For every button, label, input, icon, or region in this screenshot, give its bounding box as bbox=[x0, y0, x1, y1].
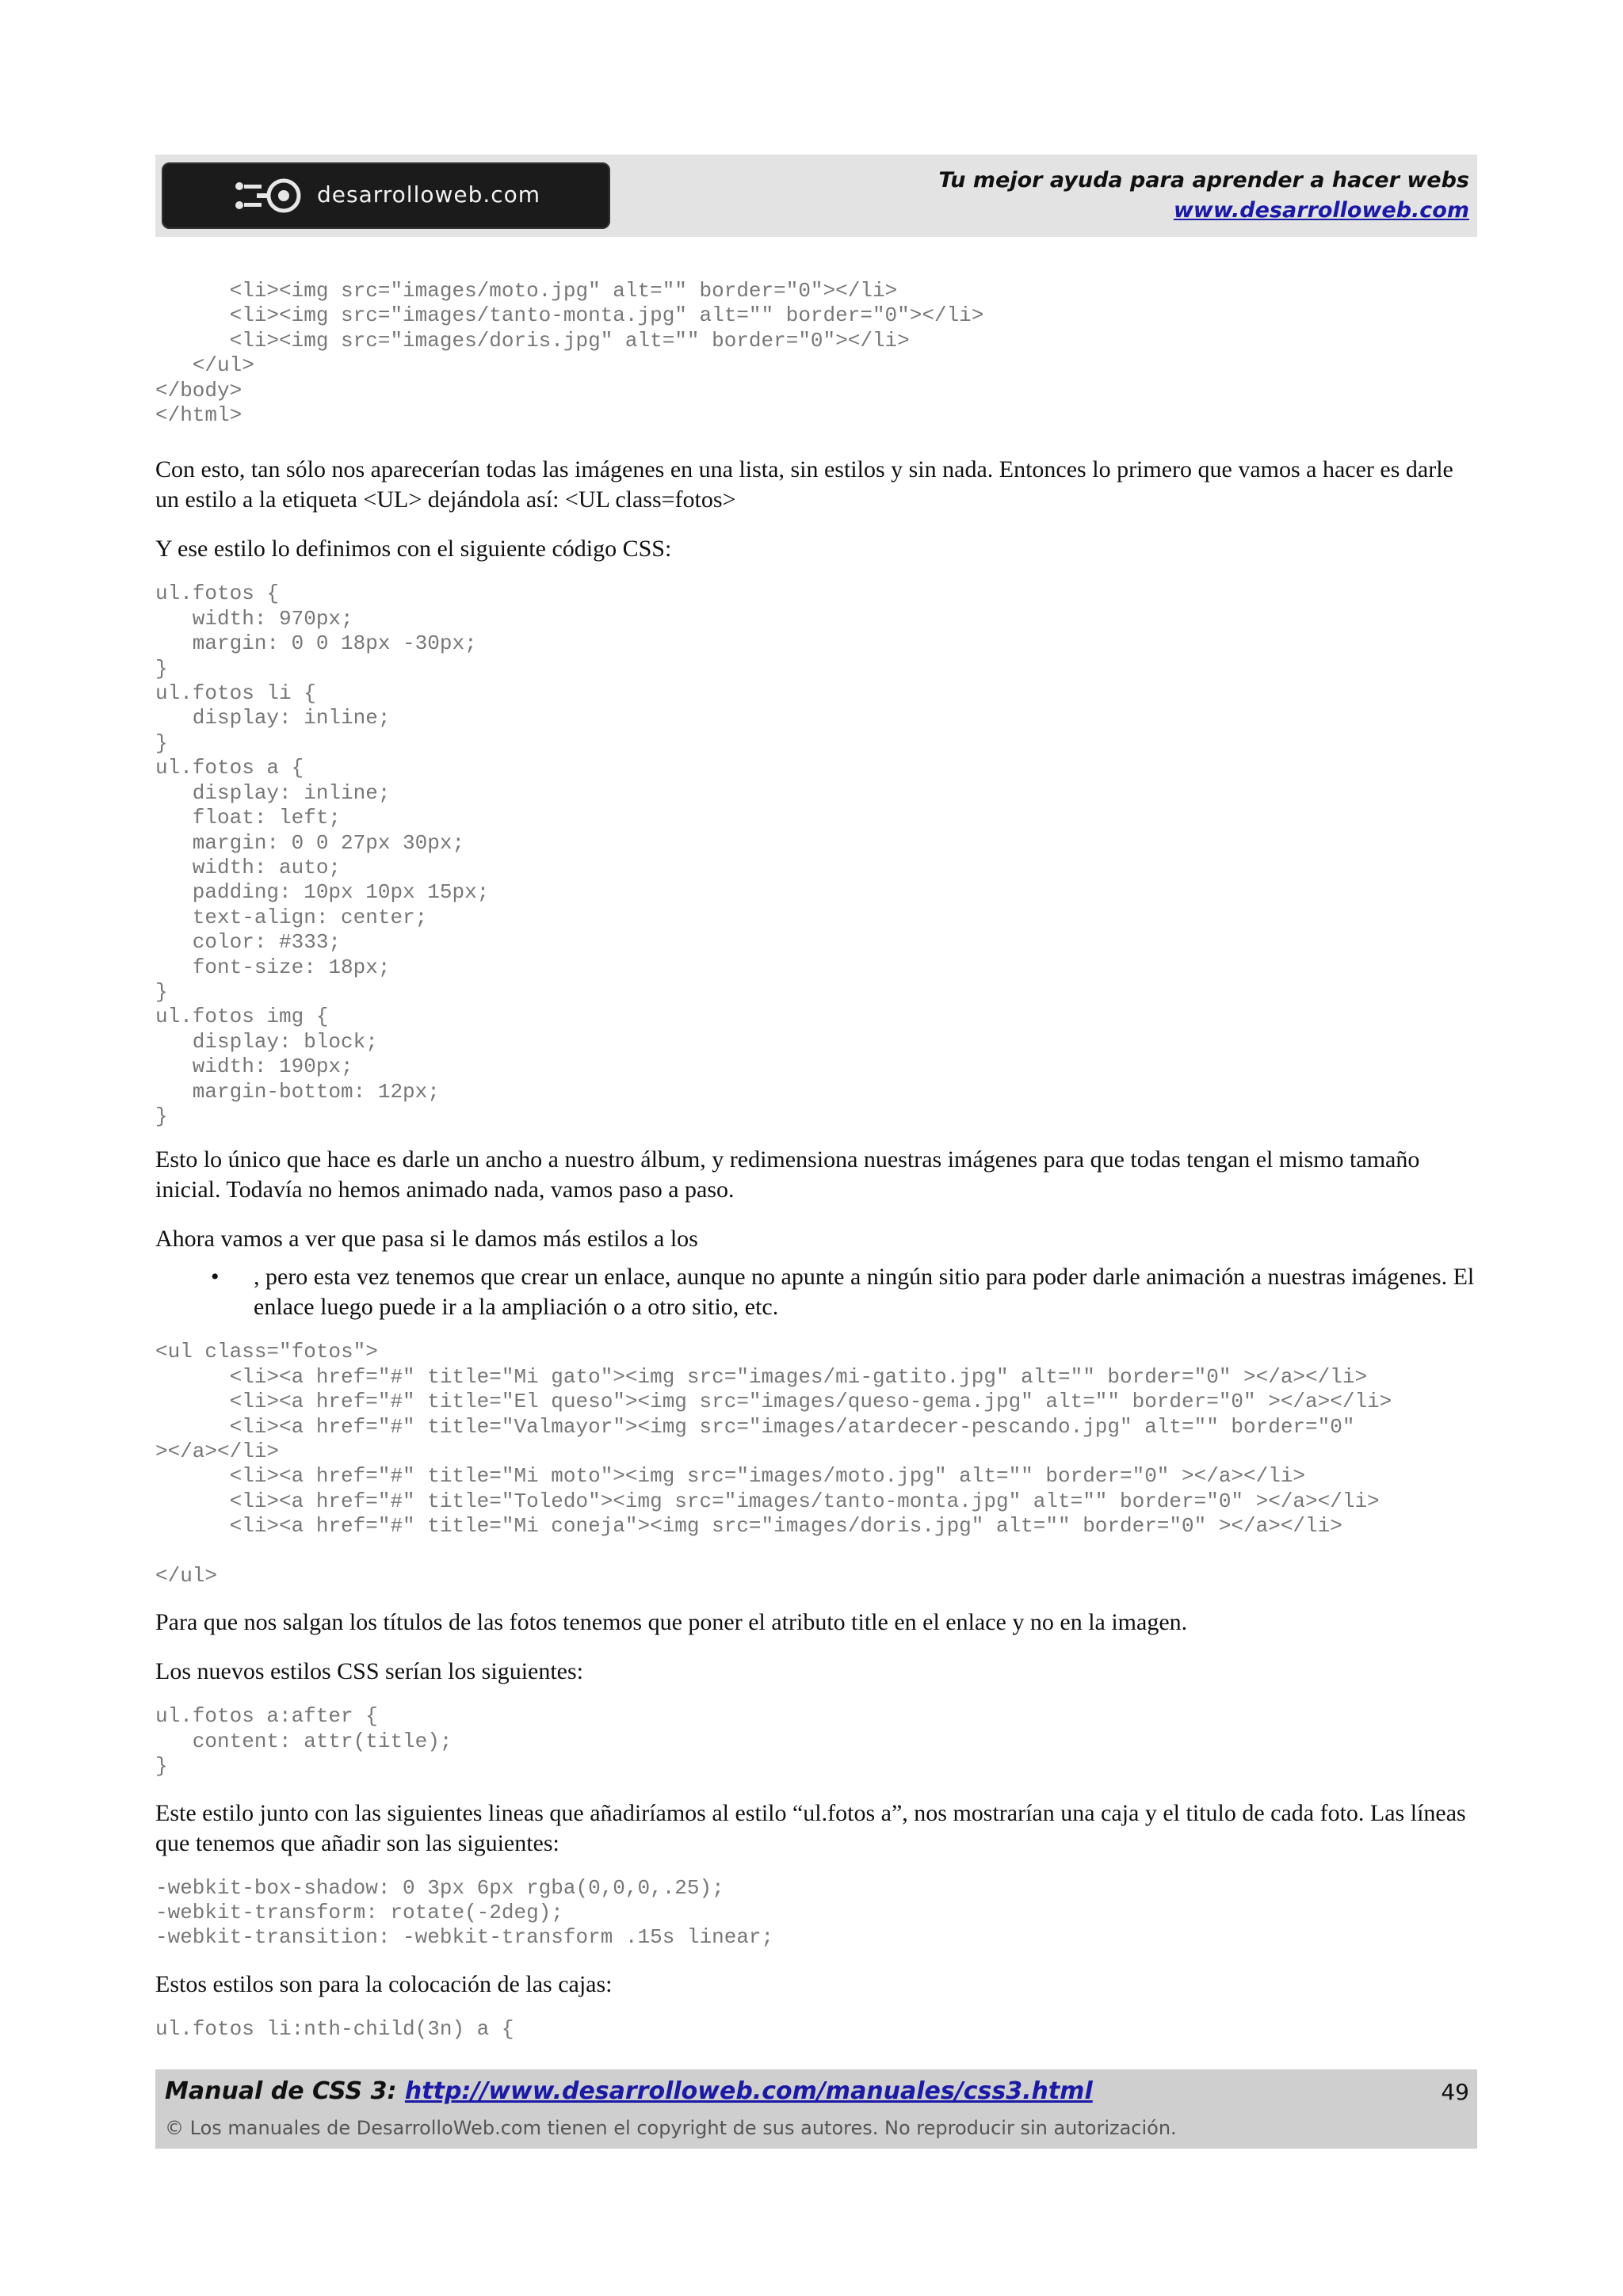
manual-url-link[interactable]: http://www.desarrolloweb.com/manuales/css3.html bbox=[404, 2077, 1093, 2105]
page-footer bbox=[155, 2069, 1477, 2149]
tagline-text: Tu mejor ayuda para aprender a hacer webs bbox=[938, 168, 1469, 193]
page-header bbox=[155, 154, 1477, 237]
footer-title bbox=[165, 2077, 1093, 2105]
logo-text: desarrolloweb.com bbox=[317, 181, 541, 208]
paragraph: Esto lo único que hace es darle un ancho a nuestro álbum, y redimensiona nuestras imágenes para que todas tengan el mismo tamaño inicial. Todavía no hemos animado nada, vamos paso a paso. bbox=[155, 1146, 1420, 1203]
site-url-link[interactable]: www.desarrolloweb.com bbox=[1173, 198, 1469, 223]
code-block: <li><img src="images/moto.jpg" alt="" border="0"></li> <li><img src="images/tanto-monta.jpg" alt="" border="0"></li> <li><img src="images/doris.jpg" alt="" border="0"></li> </ul> </body> </html> bbox=[155, 279, 984, 428]
code-block: ul.fotos a:after { content: attr(title); } bbox=[155, 1704, 453, 1779]
paragraph: Con esto, tan sólo nos aparecerían todas las imágenes en una lista, sin estilos y sin nada. Entonces lo primero que vamos a hacer es darle un estilo a la etiqueta <UL> dejándola así: <UL class=fotos> bbox=[155, 456, 1453, 513]
page-content bbox=[155, 279, 1477, 2042]
code-block: -webkit-box-shadow: 0 3px 6px rgba(0,0,0,.25); -webkit-transform: rotate(-2deg); -webkit-transition: -webkit-transform .15s linear; bbox=[155, 1875, 774, 1950]
code-block: <ul class="fotos"> <li><a href="#" title="Mi gato"><img src="images/mi-gatito.jpg" alt="" border="0" ></a></li> <li><a href="#" title="El queso"><img src="images/queso-gema.jpg" alt="" border="0" ></a></li> <li><a href="#" title="Valmayor"><img src="images/atardecer-pescando.jpg" alt="" border="0" ></a></li> <li><a href="#" title="Mi moto"><img src="images/moto.jpg" alt="" border="0" ></a></li> <li><a href="#" title="Toledo"><img src="images/tanto-monta.jpg" alt="" border="0" ></a></li> <li><a href="#" title="Mi coneja"><img src="images/doris.jpg" alt="" border="0" ></a></li> </ul> bbox=[155, 1340, 1392, 1589]
paragraph: Y ese estilo lo definimos con el siguiente código CSS: bbox=[155, 536, 672, 563]
bullet-icon: • bbox=[211, 1264, 220, 1291]
paragraph: Los nuevos estilos CSS serían los siguientes: bbox=[155, 1658, 583, 1685]
copyright-notice: © Los manuales de DesarrolloWeb.com tienen el copyright de sus autores. No reproducir sin autorización. bbox=[165, 2117, 1177, 2139]
site-logo[interactable] bbox=[162, 162, 610, 229]
paragraph: Este estilo junto con las siguientes lineas que añadiríamos al estilo “ul.fotos a”, nos mostrarían una caja y el titulo de cada foto. Las líneas que tenemos que añadir son las siguientes: bbox=[155, 1799, 1466, 1856]
paragraph: Estos estilos son para la colocación de las cajas: bbox=[155, 1970, 613, 1997]
logo-mark-icon bbox=[233, 178, 304, 213]
paragraph: Para que nos salgan los títulos de las fotos tenemos que poner el atributo title en el enlace y no en la imagen. bbox=[155, 1609, 1188, 1636]
bullet-text: , pero esta vez tenemos que crear un enlace, aunque no apunte a ningún sitio para poder darle animación a nuestras imágenes. El enlace luego puede ir a la ampliación o a otro sitio, etc. bbox=[254, 1264, 1475, 1321]
bullet-item bbox=[155, 1262, 1477, 1322]
code-block: ul.fotos { width: 970px; margin: 0 0 18px -30px; } ul.fotos li { display: inline; } ul.fotos a { display: inline; float: left; margin: 0 0 27px 30px; width: auto; padding: 10px 10px 15px; text-align: center; color: #333; font-size: 18px; } ul.fotos img { display: block; width: 190px; margin-bottom: 12px; } bbox=[155, 582, 490, 1128]
paragraph: Ahora vamos a ver que pasa si le damos más estilos a los bbox=[155, 1226, 698, 1253]
page-number: 49 bbox=[1441, 2079, 1469, 2105]
manual-label: Manual de CSS 3: bbox=[165, 2077, 397, 2105]
code-block: ul.fotos li:nth-child(3n) a { bbox=[155, 2016, 514, 2041]
header-tagline bbox=[938, 166, 1469, 226]
